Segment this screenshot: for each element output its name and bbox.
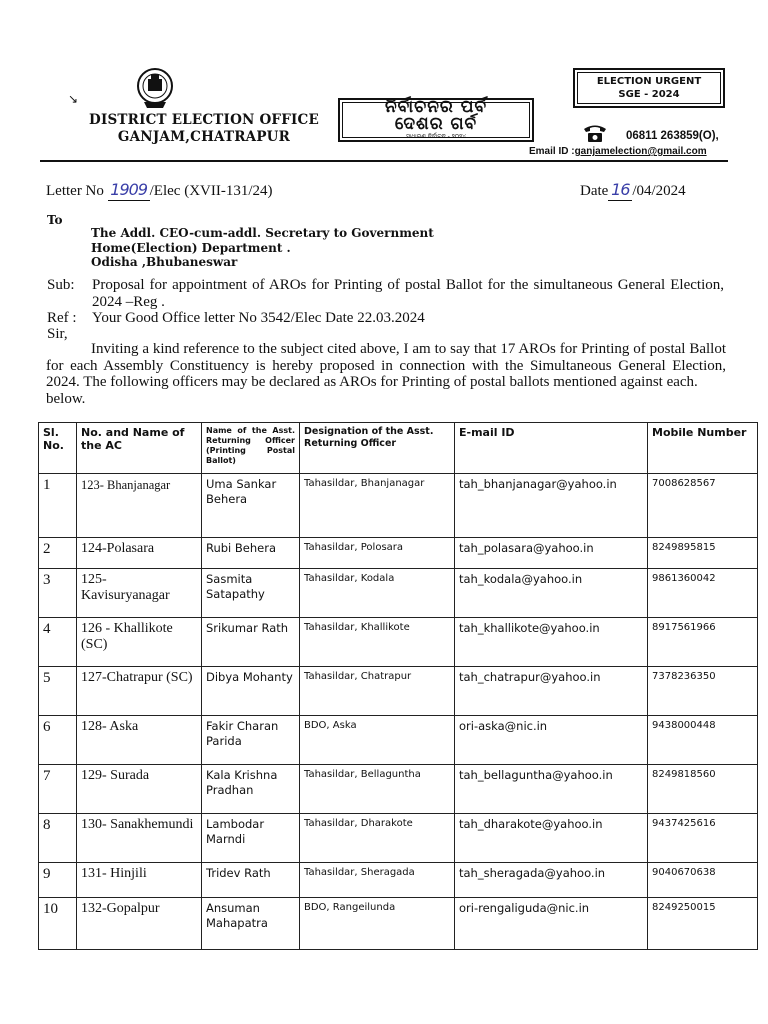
cell-designation: Tahasildar, Sheragada xyxy=(300,863,455,898)
cell-mobile: 7378236350 xyxy=(648,667,758,716)
table-row xyxy=(39,667,758,716)
cell-name: Rubi Behera xyxy=(202,538,300,569)
table-header-row xyxy=(39,423,758,474)
header-divider xyxy=(40,160,728,162)
urgent-label: ELECTION URGENT xyxy=(596,76,702,87)
cell-email: ori-rengaliguda@nic.in xyxy=(455,898,648,950)
phone-number: 06811 263859(O), xyxy=(626,130,719,142)
cell-ac: 123- Bhanjanagar xyxy=(77,474,202,538)
cell-sl: 5 xyxy=(39,667,77,716)
header-aro-name: Name of the Asst. Returning Officer (Printing Postal Ballot) xyxy=(202,423,300,474)
office-name xyxy=(88,112,320,146)
cell-name: Srikumar Rath xyxy=(202,618,300,667)
table-row xyxy=(39,863,758,898)
cell-designation: Tahasildar, Dharakote xyxy=(300,814,455,863)
cell-designation: Tahasildar, Kodala xyxy=(300,569,455,618)
cell-email: ori-aska@nic.in xyxy=(455,716,648,765)
header-sl: Sl. No. xyxy=(39,423,77,474)
cell-email: tah_chatrapur@yahoo.in xyxy=(455,667,648,716)
cell-sl: 7 xyxy=(39,765,77,814)
slogan-line-1: ନିର୍ବାଚନର ପର୍ବ xyxy=(384,97,488,117)
cell-designation: Tahasildar, Chatrapur xyxy=(300,667,455,716)
cell-name: Tridev Rath xyxy=(202,863,300,898)
table-row xyxy=(39,474,758,538)
aro-table xyxy=(38,422,758,950)
letter-no-handwritten: 1909 xyxy=(110,180,147,199)
addressee-line-3: Odisha ,Bhubaneswar xyxy=(91,255,238,269)
cell-email: tah_bhanjanagar@yahoo.in xyxy=(455,474,648,538)
letter-number xyxy=(46,180,273,201)
cell-sl: 8 xyxy=(39,814,77,863)
slogan-line-2: ଦେଶର ଗର୍ବ xyxy=(394,114,478,134)
cell-name: Ansuman Mahapatra xyxy=(202,898,300,950)
cell-designation: Tahasildar, Bhanjanagar xyxy=(300,474,455,538)
cell-ac: 131- Hinjili xyxy=(77,863,202,898)
letter-no-label: Letter No xyxy=(46,183,104,199)
cell-ac: 124-Polasara xyxy=(77,538,202,569)
addressee-line-2: Home(Election) Department . xyxy=(91,240,291,255)
office-email: ganjamelection@gmail.com xyxy=(574,146,707,157)
header-email: E-mail ID xyxy=(455,423,648,474)
cell-designation: Tahasildar, Bellaguntha xyxy=(300,765,455,814)
table-row xyxy=(39,814,758,863)
cell-mobile: 8249250015 xyxy=(648,898,758,950)
letter-no-suffix: /Elec (XVII-131/24) xyxy=(149,183,273,199)
header-ac: No. and Name of the AC xyxy=(77,423,202,474)
body-paragraph xyxy=(46,341,726,407)
cell-ac: 125- Kavisuryanagar xyxy=(77,569,202,618)
cell-mobile: 9438000448 xyxy=(648,716,758,765)
reference-text: Your Good Office letter No 3542/Elec Date 22.03.2024 xyxy=(92,310,425,326)
state-emblem-icon xyxy=(135,66,175,110)
cell-email: tah_sheragada@yahoo.in xyxy=(455,863,648,898)
body-text: Inviting a kind reference to the subject cited above, I am to say that 17 AROs for Printing of postal Ballot for each Assembly Constituency is hereby proposed in connection with the Simultaneous General Election, 2024. The following officers may be declared as AROs for Printing of postal ballots mentioned against each. xyxy=(46,341,726,390)
urgent-sub-label: SGE - 2024 xyxy=(618,89,680,100)
date-label: Date xyxy=(580,183,609,199)
table-row xyxy=(39,716,758,765)
cell-ac: 132-Gopalpur xyxy=(77,898,202,950)
header-mobile: Mobile Number xyxy=(648,423,758,474)
election-slogan-logo xyxy=(338,98,534,142)
cell-mobile: 8249895815 xyxy=(648,538,758,569)
subject-label: Sub: xyxy=(47,277,75,293)
cell-ac: 127-Chatrapur (SC) xyxy=(77,667,202,716)
office-line-1: DISTRICT ELECTION OFFICE xyxy=(89,112,319,128)
letter-date xyxy=(580,180,686,201)
reference-label: Ref : xyxy=(47,310,77,326)
cell-name: Uma Sankar Behera xyxy=(202,474,300,538)
cell-name: Fakir Charan Parida xyxy=(202,716,300,765)
cell-name: Kala Krishna Pradhan xyxy=(202,765,300,814)
subject-text: Proposal for appointment of AROs for Printing of postal Ballot for the simultaneous General Election, 2024 –Reg . xyxy=(92,277,724,310)
cell-ac: 128- Aska xyxy=(77,716,202,765)
cell-mobile: 8917561966 xyxy=(648,618,758,667)
cell-email: tah_polasara@yahoo.in xyxy=(455,538,648,569)
cell-email: tah_dharakote@yahoo.in xyxy=(455,814,648,863)
date-suffix: /04/2024 xyxy=(632,183,686,199)
cell-sl: 9 xyxy=(39,863,77,898)
addressee xyxy=(91,226,434,270)
cell-email: tah_kodala@yahoo.in xyxy=(455,569,648,618)
cell-designation: BDO, Aska xyxy=(300,716,455,765)
office-line-2: GANJAM,CHATRAPUR xyxy=(117,129,291,145)
cell-name: Lambodar Marndi xyxy=(202,814,300,863)
date-handwritten: 16 xyxy=(611,180,630,199)
table-row xyxy=(39,898,758,950)
body-below: below. xyxy=(46,390,86,407)
cell-sl: 6 xyxy=(39,716,77,765)
cell-mobile: 7008628567 xyxy=(648,474,758,538)
cell-mobile: 9040670638 xyxy=(648,863,758,898)
office-email-line xyxy=(529,146,707,157)
cell-ac: 126 - Khallikote (SC) xyxy=(77,618,202,667)
slogan-line-3: ସାଧାରଣ ନିର୍ବାଚନ - ୨୦୨୪ xyxy=(406,133,466,140)
cell-name: Sasmita Satapathy xyxy=(202,569,300,618)
table-row xyxy=(39,569,758,618)
cell-sl: 3 xyxy=(39,569,77,618)
cell-name: Dibya Mohanty xyxy=(202,667,300,716)
cell-designation: BDO, Rangeilunda xyxy=(300,898,455,950)
addressee-line-1: The Addl. CEO-cum-addl. Secretary to Government xyxy=(91,226,434,240)
cell-sl: 1 xyxy=(39,474,77,538)
salutation: Sir, xyxy=(47,326,68,342)
cell-mobile: 9437425616 xyxy=(648,814,758,863)
telephone-icon xyxy=(582,122,608,144)
cell-mobile: 8249818560 xyxy=(648,765,758,814)
cell-sl: 4 xyxy=(39,618,77,667)
table-row xyxy=(39,765,758,814)
tick-mark: ↘ xyxy=(68,92,79,106)
cell-mobile: 9861360042 xyxy=(648,569,758,618)
cell-email: tah_bellaguntha@yahoo.in xyxy=(455,765,648,814)
election-urgent-box xyxy=(573,68,725,108)
cell-sl: 2 xyxy=(39,538,77,569)
header-designation: Designation of the Asst. Returning Officer xyxy=(300,423,455,474)
cell-email: tah_khallikote@yahoo.in xyxy=(455,618,648,667)
cell-designation: Tahasildar, Polosara xyxy=(300,538,455,569)
cell-designation: Tahasildar, Khallikote xyxy=(300,618,455,667)
cell-sl: 10 xyxy=(39,898,77,950)
email-label: Email ID : xyxy=(529,146,575,157)
cell-ac: 129- Surada xyxy=(77,765,202,814)
cell-ac: 130- Sanakhemundi xyxy=(77,814,202,863)
to-label: To xyxy=(47,213,63,227)
table-row xyxy=(39,538,758,569)
table-row xyxy=(39,618,758,667)
